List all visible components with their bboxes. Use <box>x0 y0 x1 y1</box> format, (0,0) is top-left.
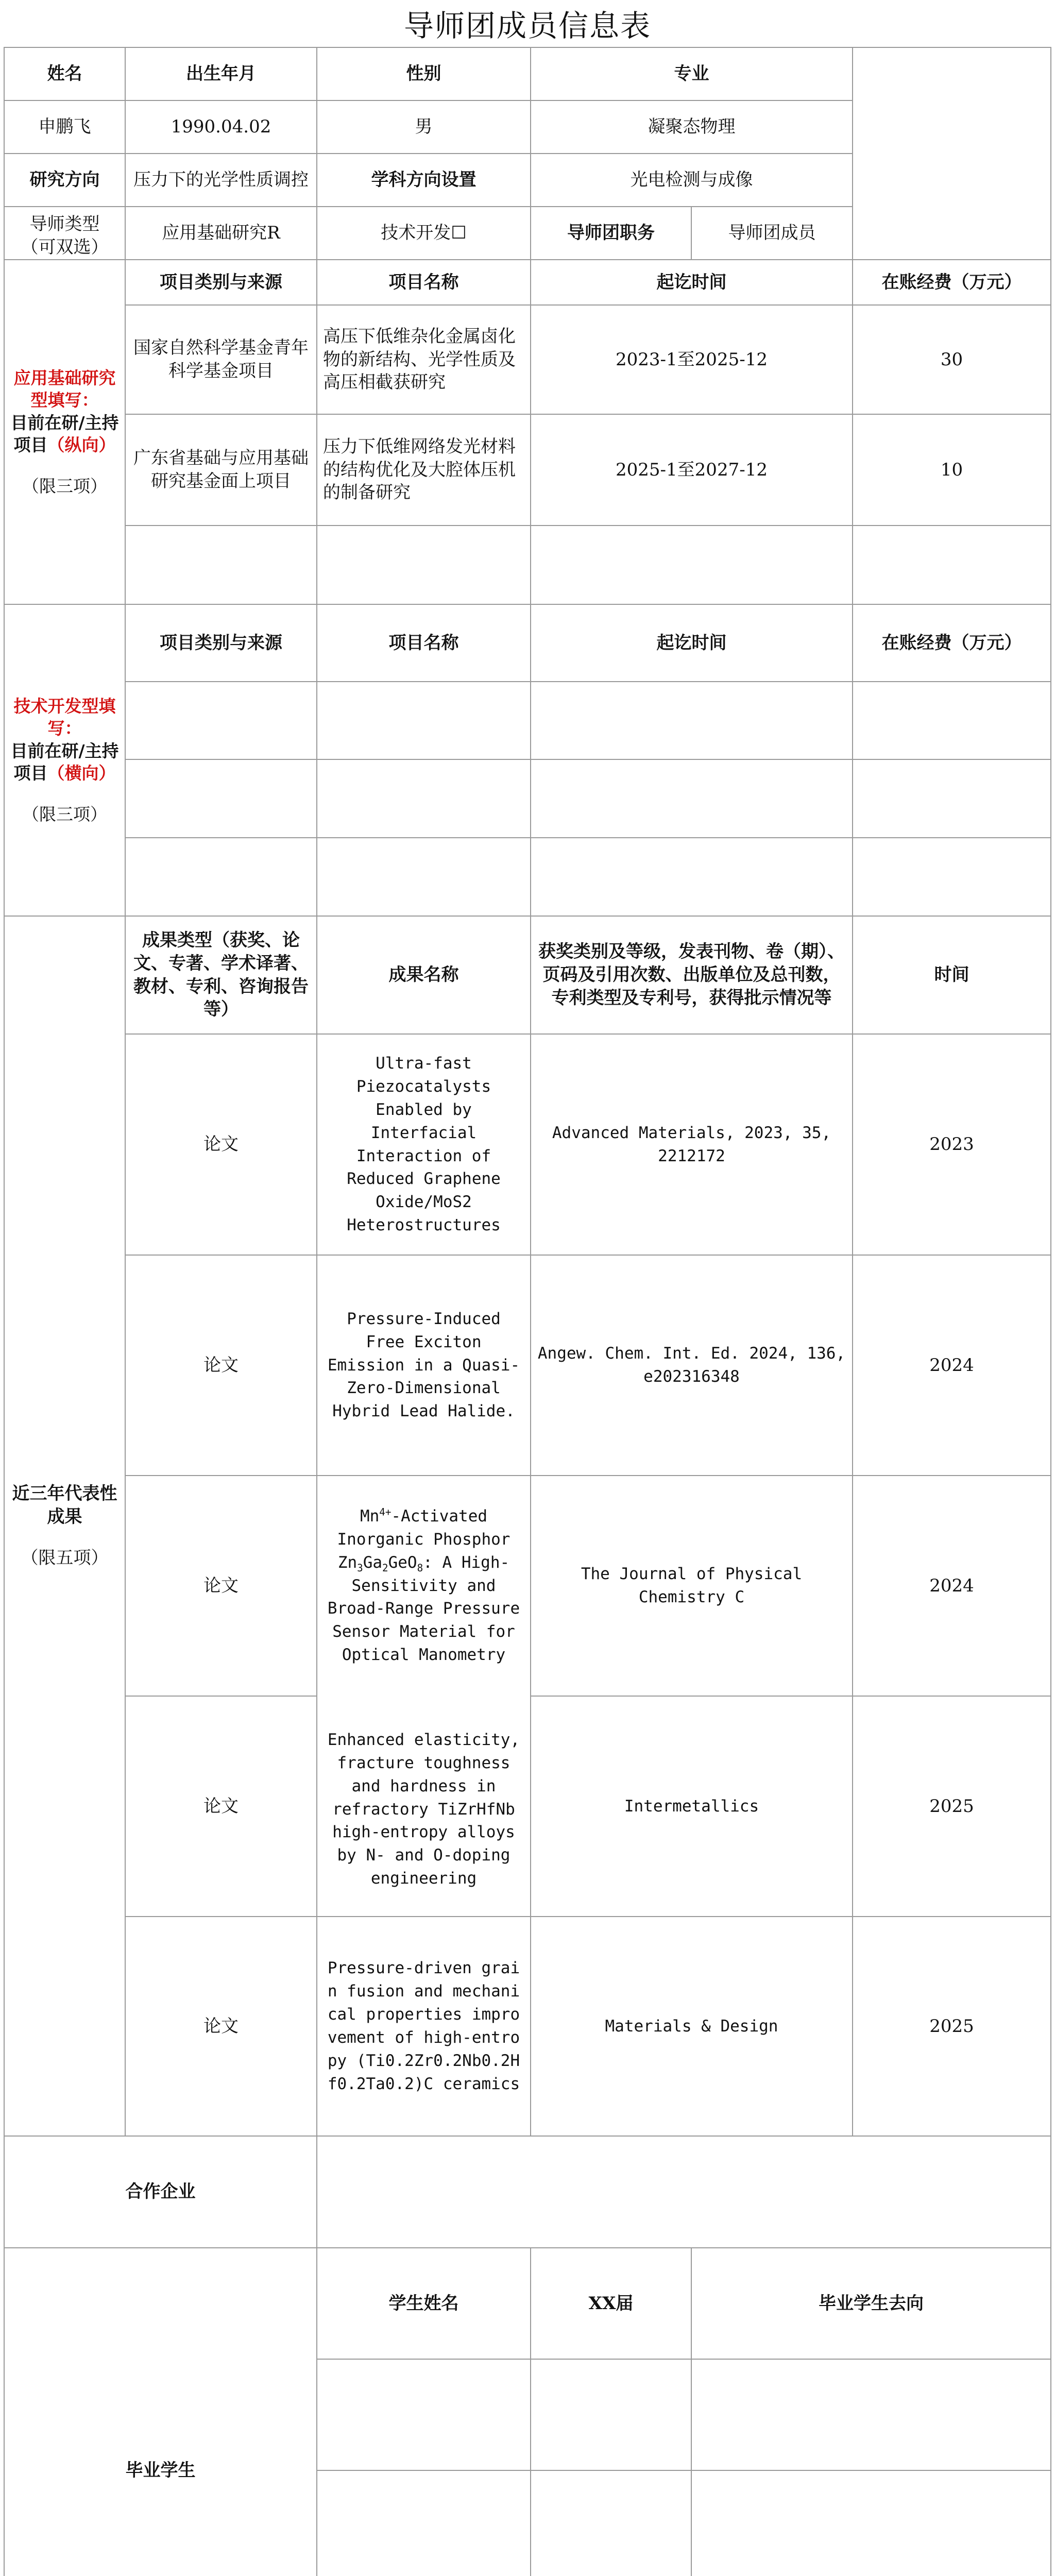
tech-col-funds: 在账经费（万元） <box>881 632 1022 653</box>
tech-side-black: 目前在研/主持项目 <box>10 740 119 784</box>
basic-col-period: 起讫时间 <box>656 272 727 293</box>
type-tech-option[interactable]: 技术开发☐ <box>381 223 467 244</box>
name-label: 姓名 <box>47 63 82 84</box>
enterprise-field[interactable] <box>317 2136 1051 2248</box>
basic-col-name: 项目名称 <box>388 272 459 293</box>
tech-side-limit: （限三项） <box>22 804 107 824</box>
major-label: 专业 <box>674 63 709 84</box>
ach-row-5-time: 2025 <box>929 2015 974 2037</box>
ach-row-3-time: 2024 <box>929 1575 974 1596</box>
ach-row-2-name: Pressure-Induced Free Exciton Emission in a Quasi-Zero-Dimensional Hybrid Lead Halide. <box>327 1309 520 1421</box>
tech-side-red: 技术开发型填写： <box>13 696 116 739</box>
basic-row-1-funds: 30 <box>940 349 963 370</box>
ach-row-2-type: 论文 <box>203 1354 239 1376</box>
grad-col-class: XX届 <box>588 2293 634 2314</box>
tech-projects-side-label <box>4 604 125 916</box>
basic-row-2-funds: 10 <box>940 459 963 480</box>
ach-row-1-name: Ultra-fast Piezocatalysts Enabled by Interfacial Interaction of Reduced Graphene Oxide/MoS2 Heterostructures <box>347 1054 501 1235</box>
advisor-type-label <box>4 207 125 260</box>
ach-row-2-detail: Angew. Chem. Int. Ed. 2024, 136, e202316348 <box>537 1344 846 1386</box>
ach-col-time: 时间 <box>934 964 969 986</box>
ach-row-4-detail: Intermetallics <box>624 1797 759 1816</box>
ach-row-4-time: 2025 <box>929 1795 974 1817</box>
ach-row-3-detail: The Journal of Physical Chemistry C <box>581 1565 803 1606</box>
basic-side-limit: （限三项） <box>22 476 107 496</box>
achievements-side-label <box>4 916 125 2136</box>
basic-row-2-period: 2025-1至2027-12 <box>616 459 768 480</box>
birth-value: 1990.04.02 <box>171 116 271 138</box>
basic-row-2-source: 广东省基础与应用基础研究基金面上项目 <box>133 448 309 492</box>
ach-row-5-type: 论文 <box>203 2015 239 2037</box>
name-value: 申鹏飞 <box>38 116 91 138</box>
ach-col-name: 成果名称 <box>388 964 459 986</box>
ach-row-1-time: 2023 <box>929 1134 974 1155</box>
type-basic-option[interactable]: 应用基础研究R <box>162 223 280 244</box>
achievements-side-limit: （限五项） <box>21 1548 109 1569</box>
ach-row-1-type: 论文 <box>203 1134 239 1155</box>
discipline-value: 光电检测与成像 <box>630 170 753 191</box>
achievements-side-title: 近三年代表性成果 <box>12 1483 117 1527</box>
basic-row-1-name: 高压下低维杂化金属卤化物的新结构、光学性质及高压相截获研究 <box>323 326 516 393</box>
ach-row-5-name: Pressure-driven grain fusion and mechanical properties improvement of high-entropy (Ti0.2Zr0.2Nb0.2Hf0.2Ta0.2)C ceramics <box>327 1959 520 2093</box>
grad-col-destination: 毕业学生去向 <box>819 2293 924 2314</box>
major-value: 凝聚态物理 <box>648 116 736 138</box>
advisor-type-label-line2: （可双选） <box>21 236 109 258</box>
basic-row-1-source: 国家自然科学基金青年科学基金项目 <box>133 337 309 381</box>
graduates-label: 毕业学生 <box>125 2460 196 2481</box>
tech-side-red-2: （横向） <box>47 763 116 784</box>
tech-col-period: 起讫时间 <box>656 632 727 653</box>
basic-side-black: 目前在研/主持项目 <box>10 412 119 455</box>
role-value: 导师团成员 <box>728 223 816 244</box>
basic-projects-side-label <box>4 260 125 604</box>
ach-row-1-detail: Advanced Materials, 2023, 35, 2212172 <box>552 1123 831 1165</box>
birth-label: 出生年月 <box>186 63 256 84</box>
gender-label: 性别 <box>406 63 441 84</box>
enterprise-label: 合作企业 <box>125 2181 196 2202</box>
tech-col-source: 项目类别与来源 <box>160 632 282 653</box>
basic-side-red-2: （纵向） <box>47 435 116 455</box>
ach-row-4-type: 论文 <box>203 1795 239 1817</box>
ach-col-detail: 获奖类别及等级，发表刊物、卷（期）、页码及引用次数、出版单位及总刊数，专利类型及专利号，获得批示情况等 <box>538 941 845 1008</box>
ach-row-2-time: 2024 <box>929 1354 974 1376</box>
ach-row-3-type: 论文 <box>203 1575 239 1596</box>
discipline-label: 学科方向设置 <box>371 170 477 191</box>
basic-row-2-name: 压力下低维网络发光材料的结构优化及大腔体压机的制备研究 <box>323 436 516 503</box>
ach-row-4-name: Enhanced elasticity, fracture toughness and hardness in refractory TiZrHfNb high-entropy alloys by N- and O-doping engineering <box>327 1730 520 1888</box>
gender-value: 男 <box>415 116 433 138</box>
basic-row-1-period: 2023-1至2025-12 <box>616 349 768 370</box>
basic-side-red: 应用基础研究型填写： <box>13 367 116 411</box>
grad-col-name: 学生姓名 <box>388 2293 459 2314</box>
page-title: 导师团成员信息表 <box>403 8 651 43</box>
advisor-type-label-line1: 导师类型 <box>29 214 100 234</box>
ach-col-type: 成果类型（获奖、论文、专著、学术译著、教材、专利、咨询报告等） <box>133 929 309 1020</box>
tech-col-name: 项目名称 <box>388 632 459 653</box>
basic-col-source: 项目类别与来源 <box>160 272 282 293</box>
research-label: 研究方向 <box>29 170 100 191</box>
basic-col-funds: 在账经费（万元） <box>881 272 1022 293</box>
research-value: 压力下的光学性质调控 <box>133 170 309 191</box>
ach-row-5-detail: Materials & Design <box>605 2016 778 2036</box>
ach-row-3-name: $Mn^{4+}$-Activated Inorganic Phosphor $Zn_3Ga_2GeO_8$: A High-Sensitivity and Broad-Range Pressure Sensor Material for Optical Manometry <box>327 1506 520 1665</box>
role-label: 导师团职务 <box>567 223 655 244</box>
